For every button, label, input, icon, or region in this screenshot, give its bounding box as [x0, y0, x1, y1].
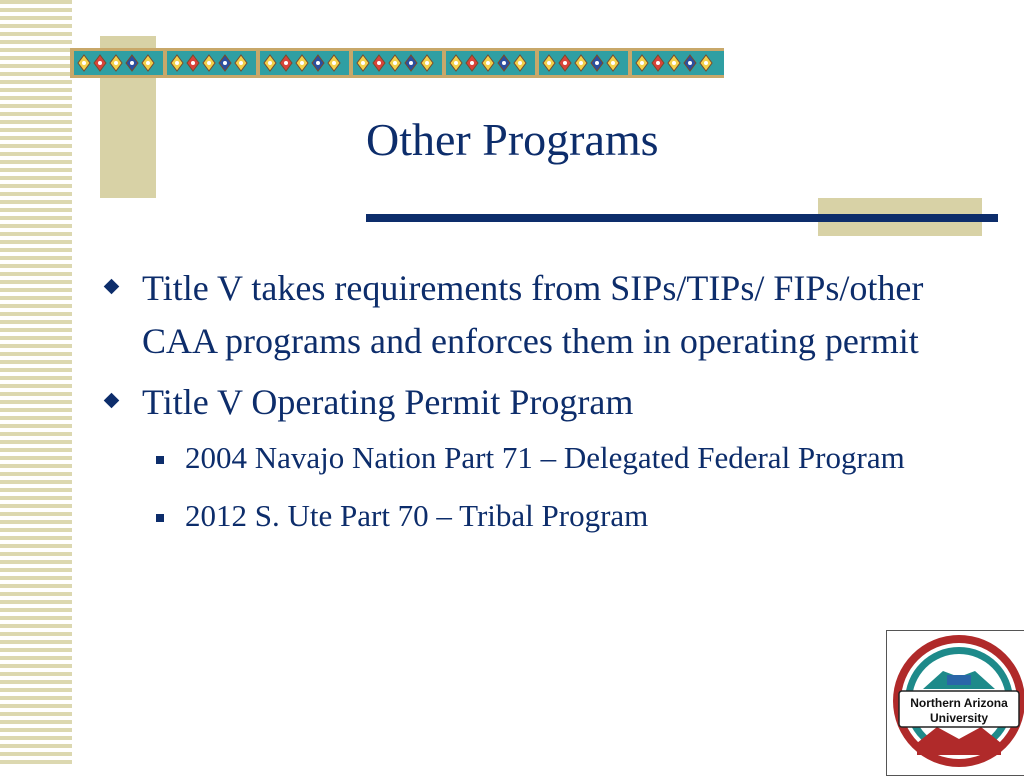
left-stripe-decoration [0, 0, 72, 768]
sub-bullet-item [185, 435, 984, 481]
bead-segment [535, 51, 619, 75]
diamond-bullet-icon [104, 393, 120, 409]
square-bullet-icon [156, 456, 164, 464]
square-bullet-icon [156, 514, 164, 522]
diamond-bullet-icon [104, 279, 120, 295]
bead-segment [163, 51, 247, 75]
bead-segment [256, 51, 340, 75]
nau-logo [886, 630, 1024, 776]
bead-segment [628, 51, 712, 75]
bullet-item [104, 376, 984, 429]
logo-line2: University [929, 711, 989, 725]
bullet-text: Title V takes requirements from SIPs/TIPs/ FIPs/other CAA programs and enforces them in operating permit [142, 268, 924, 361]
logo-line1: Northern Arizona [910, 696, 1008, 710]
beadwork-banner [70, 48, 724, 78]
bead-segment [349, 51, 433, 75]
slide-title: Other Programs [366, 114, 659, 165]
title-underline [366, 214, 998, 222]
bullet-text: Title V Operating Permit Program [142, 382, 634, 422]
sub-bullet-text: 2004 Navajo Nation Part 71 – Delegated Federal Program [185, 440, 905, 475]
sub-bullet-item [185, 493, 984, 539]
sub-bullet-text: 2012 S. Ute Part 70 – Tribal Program [185, 498, 649, 533]
sub-bullet-list [104, 435, 984, 539]
bead-segment [70, 51, 154, 75]
slide-content [104, 262, 984, 539]
bullet-item [104, 262, 984, 368]
bead-segment [442, 51, 526, 75]
nau-seal-icon [887, 631, 1024, 777]
